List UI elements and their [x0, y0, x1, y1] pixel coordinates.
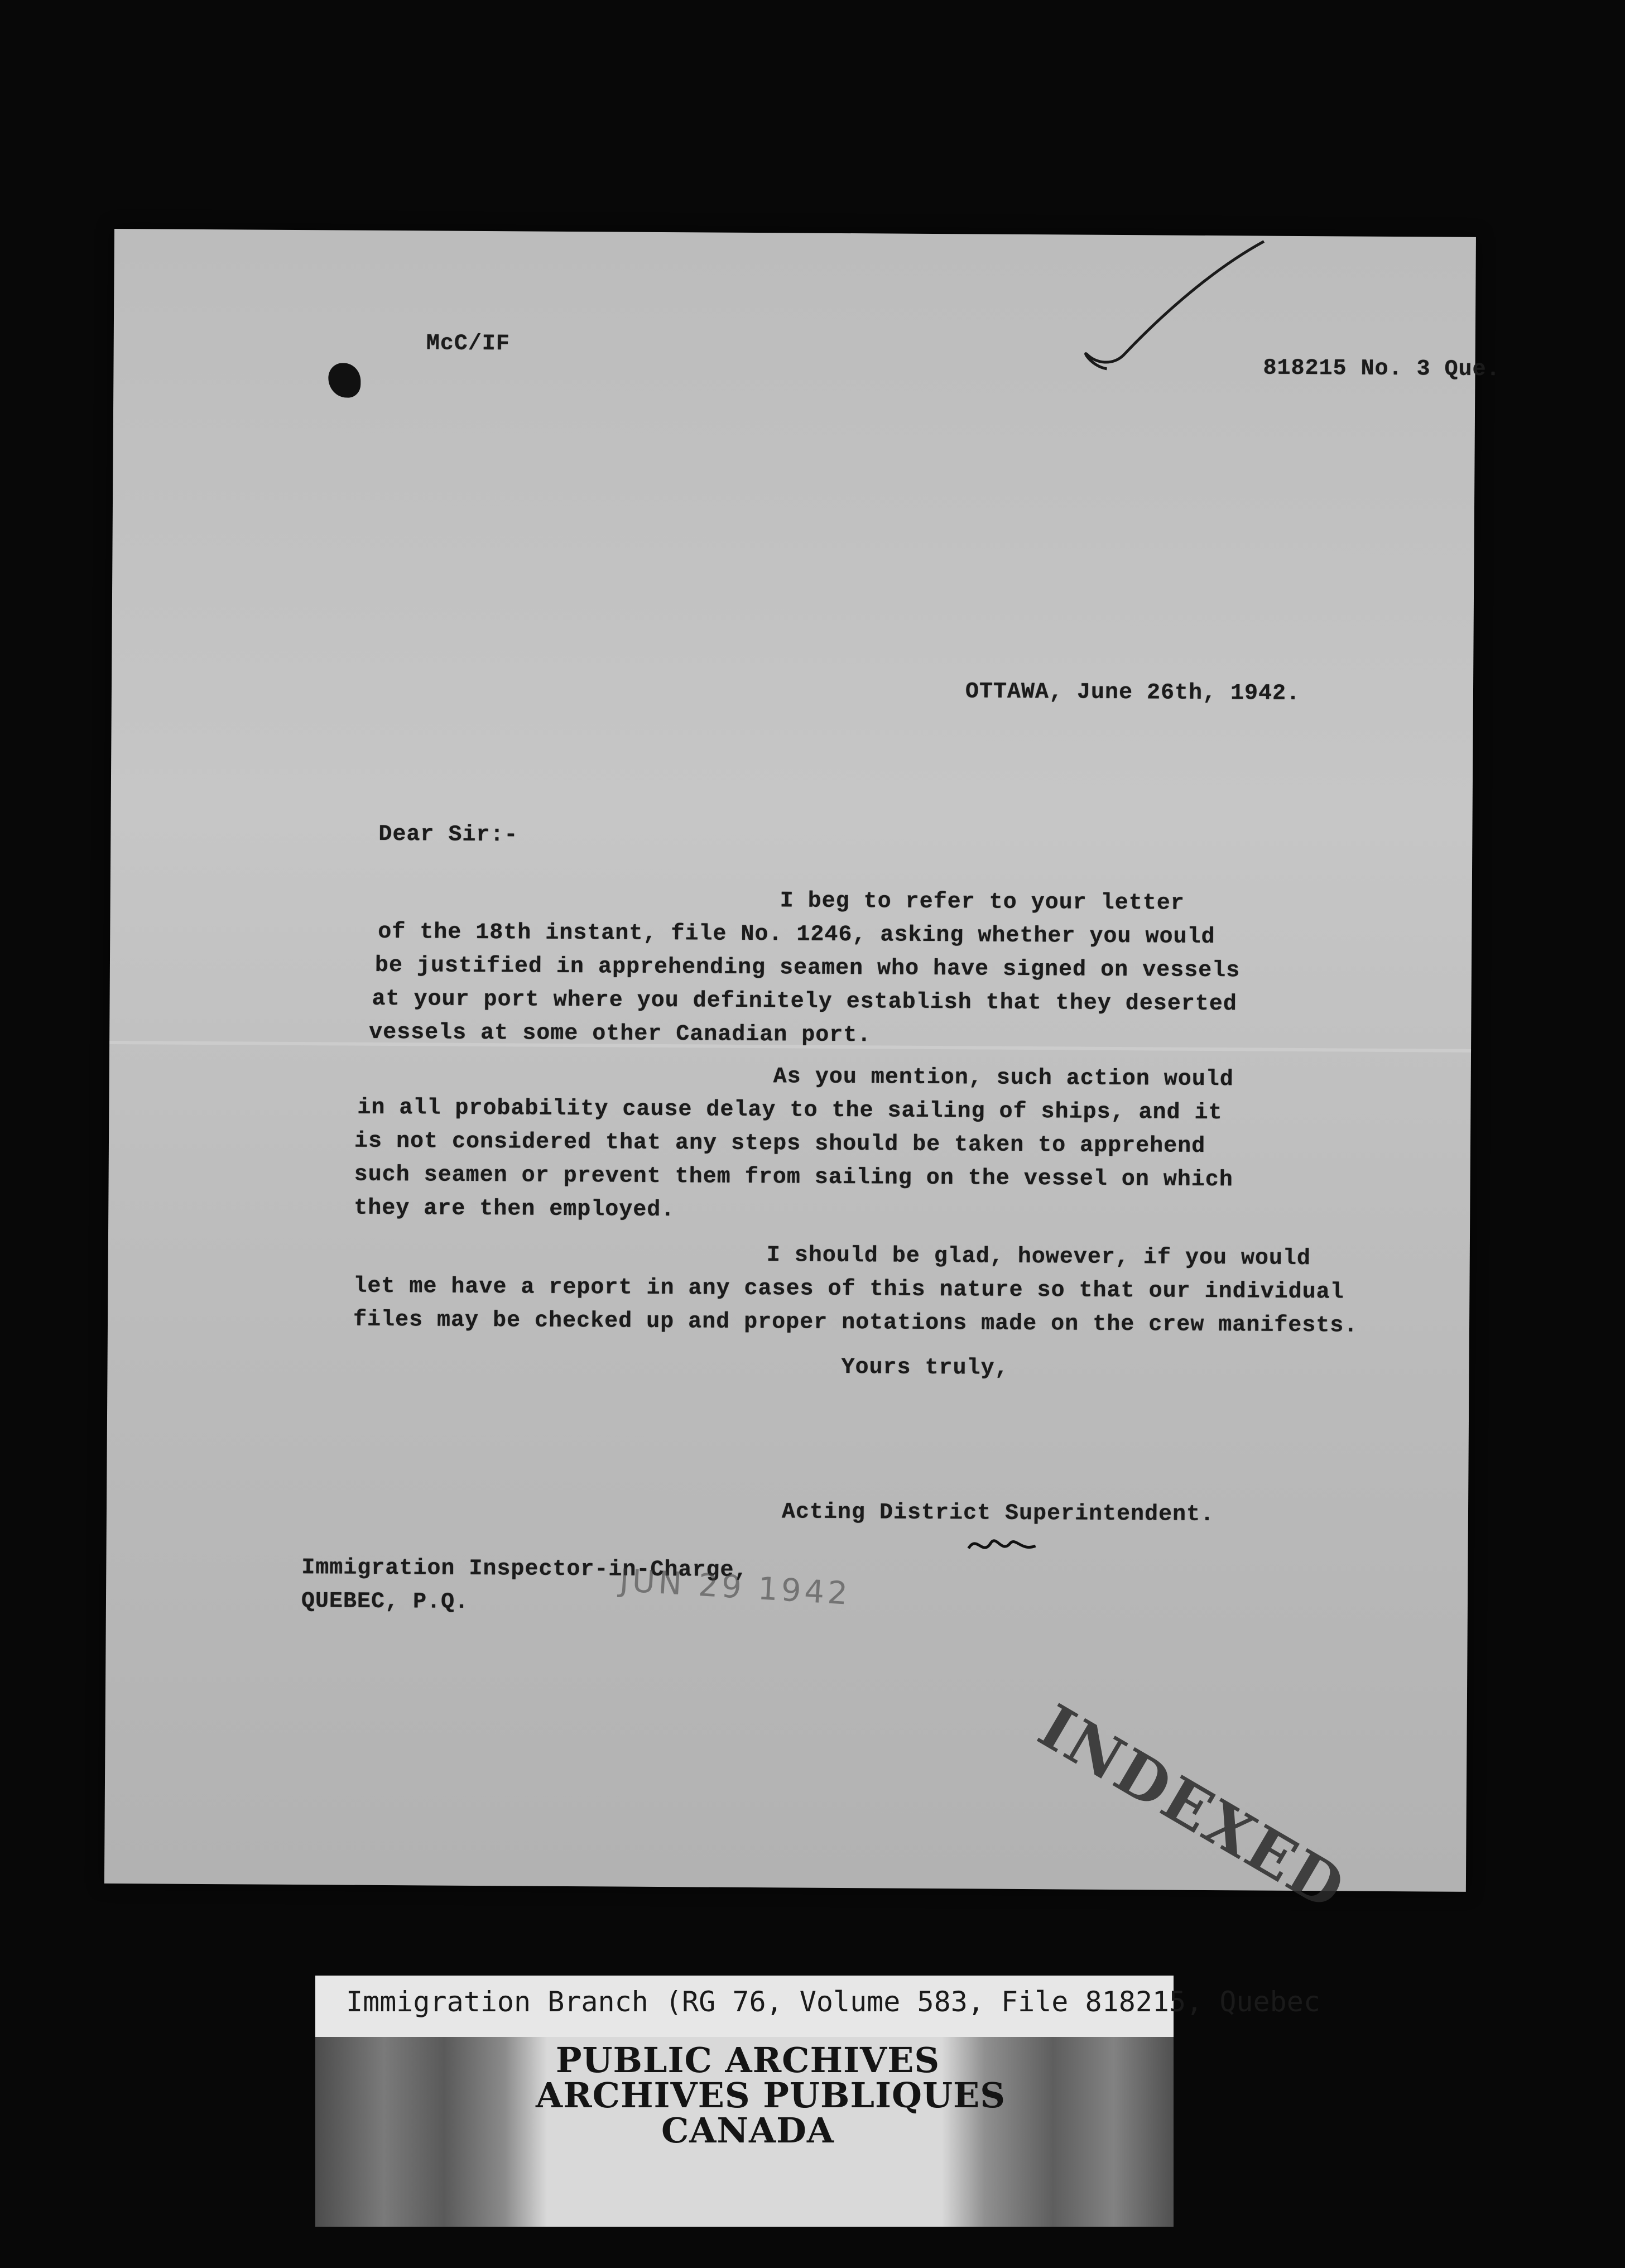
place-date: OTTAWA, June 26th, 1942. [965, 679, 1301, 707]
body-line: I should be glad, however, if you would [766, 1243, 1311, 1272]
salutation: Dear Sir:- [378, 821, 518, 848]
addressee-line-1: Immigration Inspector-in-Charge, [301, 1555, 748, 1583]
body-line: let me have a report in any cases of this nature so that our individual [353, 1274, 1344, 1305]
body-line: I beg to refer to your letter [780, 888, 1185, 916]
signatory-title: Acting District Superintendent. [781, 1500, 1215, 1528]
archive-caption [315, 1976, 1320, 2227]
archives-label-line: CANADA [661, 2110, 835, 2151]
received-date-stamp: JUN 29 1942 [618, 1562, 852, 1612]
body-line: vessels at some other Canadian port. [369, 1020, 872, 1049]
closing: Yours truly, [841, 1354, 1009, 1381]
body-line: files may be checked up and proper notations made on the crew manifests. [353, 1307, 1358, 1339]
ink-blot [328, 363, 360, 397]
body-line: such seamen or prevent them from sailing on the vessel on which [354, 1162, 1234, 1193]
letter-page [104, 229, 1501, 1925]
body-line: at your port where you definitely establish that they deserted [372, 986, 1237, 1017]
archives-label-strip [315, 2037, 1174, 2227]
body-line: be justified in apprehending seamen who have signed on vessels [374, 953, 1241, 984]
body-line: is not considered that any steps should be taken to apprehend [354, 1128, 1206, 1159]
reference-initials: McC/IF [426, 331, 510, 357]
indexed-stamp: INDEXED [1027, 1691, 1358, 1925]
addressee-line-2: QUEBEC, P.Q. [301, 1589, 469, 1615]
handwritten-initials [965, 1526, 1038, 1560]
archives-label [536, 2040, 1006, 2151]
body-line: they are then employed. [354, 1195, 675, 1223]
file-reference: 818215 No. 3 Que. [1263, 355, 1501, 383]
archives-label-line: ARCHIVES PUBLIQUES [536, 2075, 1006, 2116]
pen-stroke-mark [1028, 234, 1270, 376]
body-line: in all probability cause delay to the sailing of ships, and it [357, 1095, 1223, 1126]
body-line: of the 18th instant, file No. 1246, asking whether you would [378, 919, 1215, 950]
archive-reference: Immigration Branch (RG 76, Volume 583, File 818215, Quebec [346, 1986, 1320, 2018]
archives-label-line: PUBLIC ARCHIVES [555, 2040, 940, 2080]
body-line: As you mention, such action would [773, 1064, 1234, 1093]
